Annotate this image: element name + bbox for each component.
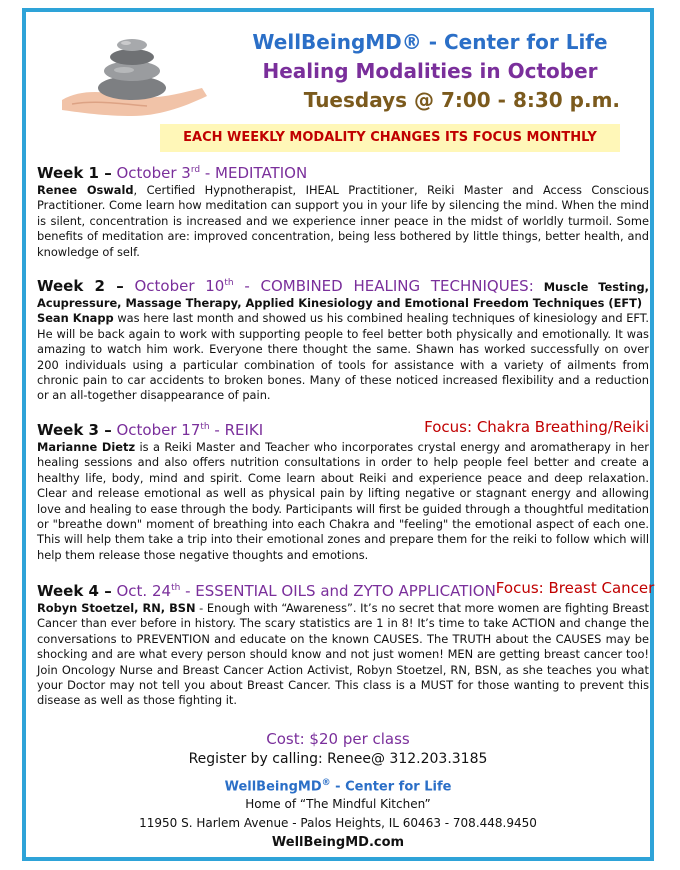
footer-address: 11950 S. Harlem Avenue - Palos Heights, IL 60463 - 708.448.9450 — [139, 816, 537, 830]
week-label: Week 4 – — [37, 582, 112, 600]
week-label: Week 3 – — [37, 421, 112, 439]
footer-brand-rest: - Center for Life — [330, 779, 452, 795]
footer-brand-name: WellBeingMD — [224, 779, 322, 795]
footer-home: Home of “The Mindful Kitchen” — [245, 797, 431, 811]
week-label: Week 1 – — [37, 164, 112, 182]
week-focus: Focus: Chakra Breathing/Reiki — [424, 418, 649, 436]
week-focus: Focus: Breast Cancer — [495, 579, 655, 597]
week-3-section — [37, 417, 649, 563]
register-line: Register by calling: Renee@ 312.203.3185 — [188, 751, 488, 767]
week-1-body — [37, 183, 649, 260]
date-suffix: th — [200, 422, 210, 432]
week-3-body — [37, 440, 649, 563]
week-2-heading-para — [37, 273, 649, 404]
week-topic: - ESSENTIAL OILS and ZYTO APPLICATION — [180, 582, 496, 600]
week-description: , Certified Hypnotherapist, IHEAL Practitioner, Reiki Master and Access Conscious Practitioner. Come learn how meditation can support you in your life by silencing the mind. When the mind is silent, concentration is increased and we experience inner peace in the midst of worldly turmoil. Some benefits of meditation are: improved concentration, being less bothered by little things, better health, and knowledge of self. — [37, 183, 649, 259]
week-date: October 3 — [116, 164, 191, 182]
presenter-name: Robyn Stoetzel, RN, BSN — [37, 601, 196, 615]
date-suffix: th — [171, 583, 181, 593]
week-4-body — [37, 601, 649, 709]
week-description: is a Reiki Master and Teacher who incorporates crystal energy and aromatherapy in her healing sessions and also offers nutrition consultations in order to help people feel better and create a healthy life, body, mind and spirit. Come learn about Reiki and experience peace and deep relaxation. Clear and release emotional as well as physical pain by lifting negative or stagnant energy and allowing love and healing to ease through the body. Participants will first be guided through a thoughtful meditation or "breathe down" moment of breathing into each Chakra and "feeling" the emotional aspect of each one. This will help them take a trip into their emotional zones and prepare them for the reiki to follow which will help them release those negative thoughts and emotions. — [37, 440, 649, 562]
date-suffix: th — [224, 278, 234, 288]
presenter-name: Renee Oswald — [37, 183, 134, 197]
week-date: October 17 — [116, 421, 201, 439]
week-topic-detail: Muscle Testing, Acupressure, Massage Therapy, Applied Kinesiology and Emotional Freedom Techniques (EFT) — [37, 280, 649, 310]
week-topic: - COMBINED HEALING TECHNIQUES: — [233, 277, 534, 295]
footer-brand-mark: ® — [321, 778, 331, 788]
week-1-heading — [37, 160, 649, 183]
week-description: - Enough with “Awareness”. It’s no secret that more women are fighting Breast Cancer than ever before in history. The scary statistics are 1 in 8! It’s time to take ACTION and change the conversations to PREVENTION and educate on the known CAUSES. The TRUTH about the CAUSES may be shocking and are what every person should know and not just women! MEN are getting breast cancer too! Join Oncology Nurse and Breast Cancer Action Activist, Robyn Stoetzel, RN, BSN, as she teaches you what your Doctor may not tell you about Breast Cancer. This class is a MUST for those wanting to prevent this disease as well as those fighting it. — [37, 601, 649, 708]
focus-banner: EACH WEEKLY MODALITY CHANGES ITS FOCUS MONTHLY — [160, 124, 620, 152]
week-topic: - REIKI — [209, 421, 264, 439]
presenter-name: Marianne Dietz — [37, 440, 136, 454]
week-4-heading — [37, 578, 655, 601]
brand-title: WellBeingMD® - Center for Life — [252, 30, 608, 54]
week-topic: - MEDITATION — [200, 164, 308, 182]
week-4-section — [37, 578, 655, 709]
week-description: was here last month and showed us his combined healing techniques of kinesiology and EFT. He will be back again to work with supporting people to feel better both physically and emotionally. It was amazing to watch him work. Everyone there thought the same. Shawn has worked successfully on over 200 individuals using a particular combination of tools for assistance with a variety of ailments from chronic pain to car accidents to broken bones. Many of these noticed increased flexibility and a reduction or an all-together disappearance of pain. — [37, 311, 649, 403]
subtitle: Healing Modalities in October — [262, 59, 598, 83]
week-3-heading — [37, 417, 649, 440]
date-suffix: rd — [190, 165, 201, 175]
presenter-name: Sean Knapp — [37, 311, 114, 326]
week-date: October 10 — [134, 277, 225, 295]
week-1-section — [37, 160, 649, 260]
hand-stones-image — [62, 30, 207, 122]
week-date: Oct. 24 — [116, 582, 172, 600]
week-label: Week 2 – — [37, 277, 124, 295]
cost-line: Cost: $20 per class — [266, 730, 410, 748]
week-2-section — [37, 273, 649, 404]
footer-website[interactable]: WellBeingMD.com — [271, 835, 405, 850]
schedule: Tuesdays @ 7:00 - 8:30 p.m. — [303, 88, 620, 112]
footer-brand — [22, 778, 654, 794]
